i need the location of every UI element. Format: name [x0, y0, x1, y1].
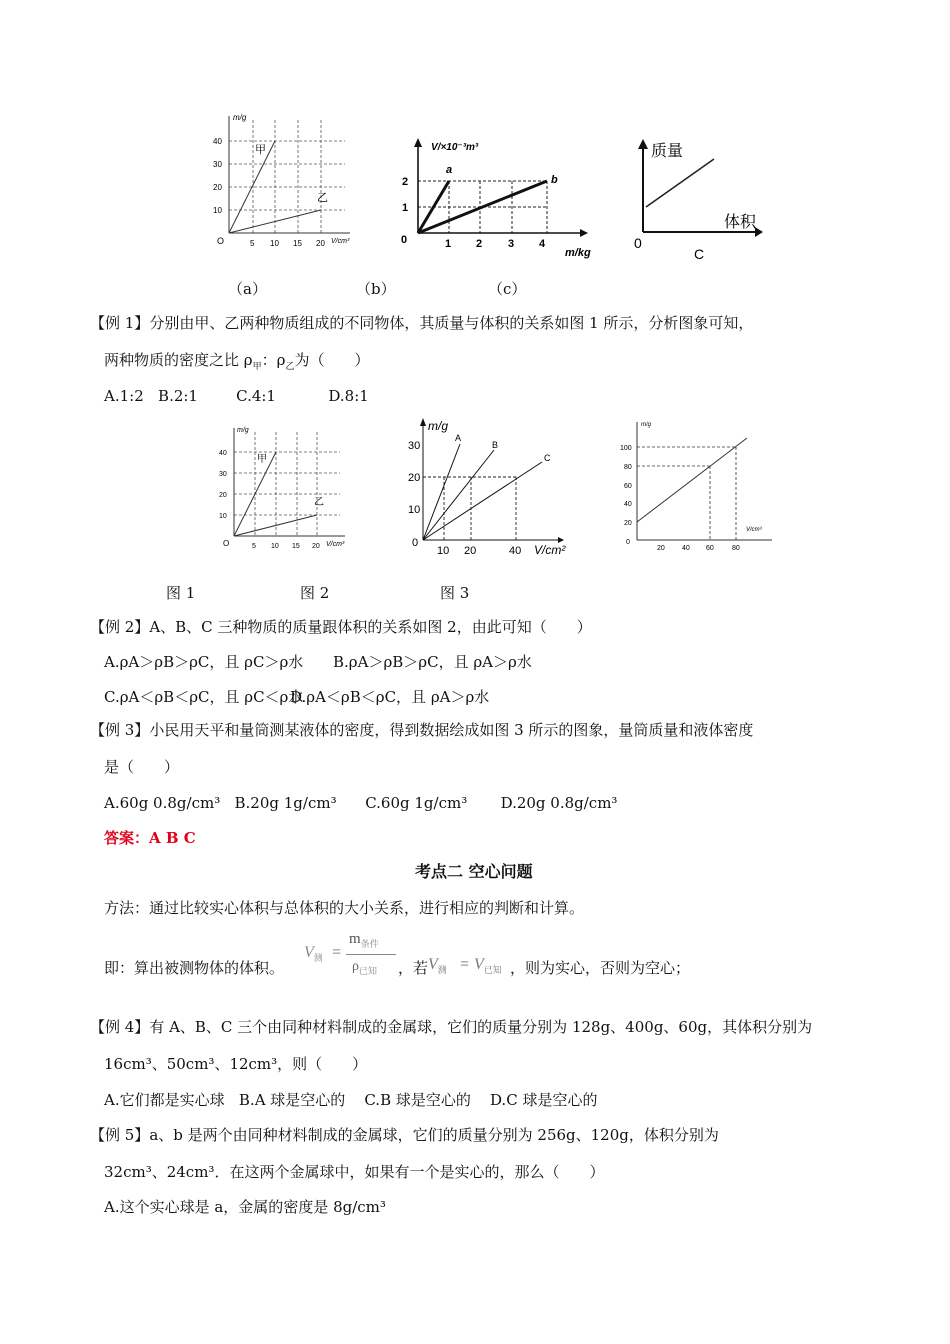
ex1-sub1: 甲 — [252, 362, 262, 372]
ex1-text2c: 为（ ） — [294, 351, 370, 369]
y-tick-40: 40 — [213, 137, 222, 146]
ex5-line2: 32cm³、24cm³．在这两个金属球中，如果有一个是实心的，那么（ ） — [104, 1163, 605, 1181]
formula-v2: $V_测$ — [428, 956, 447, 976]
ex5-line1 — [90, 1125, 719, 1145]
ex1-options: A.1:2 B.2:1 C.4:1 D.8:1 — [104, 387, 369, 405]
ex2-text: A、B、C 三种物质的质量跟体积的关系如图 2，由此可知（ ） — [149, 618, 592, 636]
ex2-option-d: D.ρA＜ρB＜ρC，且 ρA＞ρ水 — [290, 688, 490, 706]
series-b-label: B — [492, 440, 499, 450]
x-tick-20: 20 — [312, 543, 320, 550]
y-tick-30: 30 — [408, 440, 421, 452]
ex1-line1 — [90, 313, 753, 333]
x-axis-label: m/kg — [565, 247, 591, 259]
figure-3 — [612, 414, 782, 559]
x-tick-15: 15 — [293, 239, 302, 248]
origin-label: 0 — [626, 539, 630, 546]
answer: 答案：A B C — [104, 829, 196, 847]
y-tick-30: 30 — [219, 471, 227, 478]
ex4-line2: 16cm³、50cm³、12cm³，则（ ） — [104, 1055, 368, 1073]
x-tick-60: 60 — [706, 545, 714, 552]
x-axis-label: V/cm³ — [326, 541, 345, 548]
ex3-line1 — [90, 720, 753, 740]
series-a-label: A — [455, 433, 462, 443]
ex1-text2b: ：ρ — [261, 351, 286, 369]
y-tick-2: 2 — [402, 176, 409, 188]
ex2-option-c: C.ρA＜ρB＜ρC，且 ρC＜ρ水 — [104, 688, 304, 706]
x-axis-label: V/cm² — [534, 543, 566, 557]
y-tick-20: 20 — [624, 520, 632, 527]
ex4-line1 — [90, 1017, 812, 1037]
series-a-line — [423, 444, 460, 540]
origin-label: 0 — [401, 234, 408, 246]
formula-eq2: = — [460, 956, 470, 973]
caption-a: （a） — [228, 280, 267, 298]
x-tick-5: 5 — [250, 239, 255, 248]
method-text: 方法：通过比较实心体积与总体积的大小关系，进行相应的判断和计算。 — [104, 899, 585, 917]
figure-a — [205, 108, 365, 248]
y-tick-40: 40 — [219, 450, 227, 457]
formula-v3: $V_{已知}$ — [474, 956, 502, 976]
y-tick-40: 40 — [624, 501, 632, 508]
series-b-line — [423, 450, 494, 540]
x-tick-40: 40 — [682, 545, 690, 552]
ex4-tag: 【例 4】 — [90, 1018, 150, 1036]
formula-mid: ，若 — [398, 959, 429, 977]
origin-label: O — [223, 539, 230, 548]
y-tick-30: 30 — [213, 160, 222, 169]
ex5-text1: a、b 是两个由同种材料制成的金属球，它们的质量分别为 256g、120g，体积分别为 — [149, 1126, 719, 1144]
ex1-text2a: 两种物质的密度之比 ρ — [104, 351, 253, 369]
ex5-tag: 【例 5】 — [90, 1126, 150, 1144]
caption-c: （c） — [488, 280, 527, 298]
series-yi-label: 乙 — [314, 497, 324, 508]
ex1-tag: 【例 1】 — [90, 314, 150, 332]
ex3-line2: 是（ ） — [104, 758, 180, 776]
ex2-tag: 【例 2】 — [90, 618, 150, 636]
ex4-text1: 有 A、B、C 三个由同种材料制成的金属球，它们的质量分别为 128g、400g、60g，其体积分别为 — [149, 1018, 813, 1036]
x-tick-1: 1 — [445, 238, 452, 250]
caption-b: （b） — [356, 280, 396, 298]
formula-denominator: $\rho_{已知}$ — [352, 959, 378, 976]
ex2-option-b: B.ρA＞ρB＞ρC，且 ρA＞ρ水 — [333, 653, 532, 671]
y-axis-label: m/g — [233, 113, 247, 122]
formula-v: $V_测$ — [304, 944, 323, 964]
ex1-line2 — [104, 350, 369, 377]
series-b-label: b — [551, 174, 558, 186]
caption-fig2: 图 2 — [300, 584, 330, 602]
x-tick-5: 5 — [252, 543, 256, 550]
series-yi-label: 乙 — [317, 192, 328, 204]
x-tick-10: 10 — [437, 545, 450, 557]
series-yi-line — [234, 515, 317, 536]
x-tick-20: 20 — [464, 545, 477, 557]
formula-prefix: 即：算出被测物体的体积。 — [104, 959, 285, 977]
y-tick-100: 100 — [620, 445, 632, 452]
caption-fig1: 图 1 — [166, 584, 196, 602]
series-c-line — [423, 462, 542, 540]
figure-c — [628, 135, 768, 265]
y-axis-label: V/×10⁻³m³ — [431, 142, 479, 153]
x-tick-10: 10 — [271, 543, 279, 550]
y-tick-80: 80 — [624, 464, 632, 471]
x-tick-80: 80 — [732, 545, 740, 552]
x-tick-2: 2 — [476, 238, 483, 250]
y-tick-10: 10 — [213, 206, 222, 215]
ex1-text1: 分别由甲、乙两种物质组成的不同物体，其质量与体积的关系如图 1 所示，分析图象可知， — [149, 314, 754, 332]
series-yi-line — [229, 210, 321, 233]
figure-letter: C — [694, 246, 705, 262]
y-tick-20: 20 — [213, 183, 222, 192]
series-a-label: a — [446, 164, 453, 176]
ex3-options: A.60g 0.8g/cm³ B.20g 1g/cm³ C.60g 1g/cm³ D.20g 0.8g/cm³ — [104, 794, 618, 812]
formula-numerator: $m_{条件}$ — [349, 931, 379, 949]
ex4-options: A.它们都是实心球 B.A 球是空心的 C.B 球是空心的 D.C 球是空心的 — [104, 1091, 598, 1109]
series-c-label: C — [544, 453, 551, 463]
ex2-option-a: A.ρA＞ρB＞ρC，且 ρC＞ρ水 — [104, 653, 304, 671]
y-axis-label: m/g — [428, 419, 449, 433]
y-axis-label: m/g — [641, 422, 652, 428]
ex3-tag: 【例 3】 — [90, 721, 150, 739]
origin-label: 0 — [412, 537, 419, 549]
x-axis-label: 体积 — [724, 214, 757, 231]
x-tick-20: 20 — [316, 239, 325, 248]
y-tick-60: 60 — [624, 483, 632, 490]
section-title: 考点二 空心问题 — [415, 862, 533, 881]
figure-1 — [210, 422, 360, 552]
x-tick-20: 20 — [657, 545, 665, 552]
fraction-bar — [346, 954, 396, 955]
caption-fig3: 图 3 — [440, 584, 470, 602]
x-tick-10: 10 — [270, 239, 279, 248]
y-axis-label: m/g — [237, 427, 249, 434]
ex5-option-a: A.这个实心球是 a，金属的密度是 8g/cm³ — [104, 1198, 386, 1216]
figure-2 — [398, 412, 578, 557]
formula-eq: = — [332, 944, 342, 961]
y-tick-1: 1 — [402, 202, 409, 214]
origin-label: 0 — [634, 235, 642, 251]
y-tick-20: 20 — [219, 492, 227, 499]
ex3-text1: 小民用天平和量筒测某液体的密度，得到数据绘成如图 3 所示的图象，量筒质量和液体密度 — [149, 721, 754, 739]
x-axis-label: V/cm³ — [331, 238, 350, 245]
series-b-line — [418, 181, 547, 233]
x-tick-4: 4 — [539, 238, 546, 250]
formula-suffix: ，则为实心，否则为空心； — [510, 959, 691, 977]
y-tick-10: 10 — [408, 504, 421, 516]
x-axis-label: V/cm³ — [746, 527, 762, 533]
x-tick-40: 40 — [509, 545, 522, 557]
x-tick-3: 3 — [508, 238, 515, 250]
origin-label: O — [217, 236, 225, 246]
y-tick-10: 10 — [219, 513, 227, 520]
series-line — [637, 438, 747, 522]
series-jia-label: 甲 — [255, 144, 266, 156]
x-tick-15: 15 — [292, 543, 300, 550]
series-line — [646, 159, 714, 207]
ex1-sub2: 乙 — [285, 362, 295, 372]
ex2-line — [90, 617, 592, 637]
y-axis-label: 质量 — [651, 143, 684, 160]
y-tick-20: 20 — [408, 472, 421, 484]
figure-b — [395, 135, 605, 263]
series-jia-label: 甲 — [257, 454, 267, 465]
